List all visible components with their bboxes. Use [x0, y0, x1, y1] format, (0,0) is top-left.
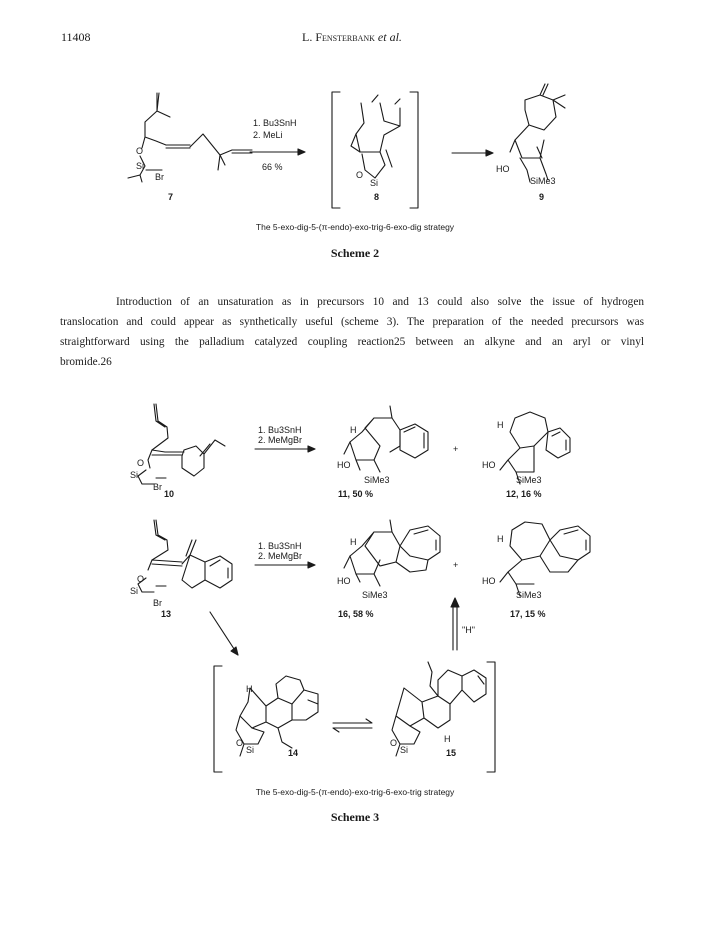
label-O-13: O [137, 574, 145, 584]
structure-16 [344, 520, 440, 586]
label-compound-16: 16, 58 % [338, 609, 374, 619]
label-Br-10: Br [153, 482, 162, 492]
label-Si-10: Si [130, 470, 139, 480]
label-Si-13: Si [130, 586, 139, 596]
label-Si-15: Si [400, 745, 409, 755]
label-Br-13: Br [153, 598, 162, 608]
structure-11 [344, 406, 428, 472]
label-Si-8: Si [370, 178, 379, 188]
s3-reagent-row2-1: 1. Bu3SnH [258, 541, 302, 551]
s3-reagent-row1-2: 2. MeMgBr [258, 435, 303, 445]
label-O-14: O [236, 738, 244, 748]
label-SiMe3-9: SiMe3 [530, 176, 556, 186]
label-compound-9: 9 [539, 192, 545, 202]
label-compound-8: 8 [374, 192, 380, 202]
label-SiMe3-17: SiMe3 [516, 590, 542, 600]
label-compound-15: 15 [446, 748, 457, 758]
label-HO-16: HO [337, 576, 351, 586]
label-O-10: O [137, 458, 145, 468]
label-Si-14: Si [246, 745, 255, 755]
s2-reagent-1: 1. Bu3SnH [253, 118, 297, 128]
label-H-12: H [497, 420, 504, 430]
label-compound-12: 12, 16 % [506, 489, 542, 499]
label-compound-10: 10 [164, 489, 175, 499]
paragraph-line-1: Introduction of an unsaturation as in precursors 10 and 13 could also solve the issue of hydrogen [116, 296, 644, 308]
bracket-right-15 [487, 662, 495, 772]
scheme2-caption: The 5-exo-dig-5-(π-endo)-exo-trig-6-exo-dig strategy [255, 222, 455, 232]
label-Si-7: Si [136, 161, 145, 171]
scheme2-title: Scheme 2 [330, 246, 380, 260]
label-H-transfer: "H" [462, 625, 475, 635]
scheme3-caption: The 5-exo-dig-5-(π-endo)-exo-trig-6-exo-trig strategy [255, 787, 455, 797]
running-title: L. Fensterbank et al. [302, 30, 402, 44]
label-compound-17: 17, 15 % [510, 609, 546, 619]
bracket-left-14 [214, 666, 222, 772]
label-H-17: H [497, 534, 504, 544]
paragraph-line-2: translocation and could appear as synthetically useful (scheme 3). The preparation of the needed precursors was [60, 316, 644, 328]
structure-8 [351, 95, 400, 178]
label-compound-13: 13 [161, 609, 172, 619]
label-HO-9: HO [496, 164, 510, 174]
structure-7 [128, 93, 252, 182]
label-HO-17: HO [482, 576, 496, 586]
arrow-15-to-16 [453, 604, 457, 650]
label-SiMe3-12: SiMe3 [516, 475, 542, 485]
label-H-14: H [246, 684, 253, 694]
label-H-16: H [350, 537, 357, 547]
structure-15 [392, 662, 486, 756]
label-compound-7: 7 [168, 192, 174, 202]
structure-10 [138, 404, 225, 484]
bracket-right-8 [410, 92, 418, 208]
s3-reagent-row1-1: 1. Bu3SnH [258, 425, 302, 435]
label-HO-12: HO [482, 460, 496, 470]
structure-13 [138, 520, 232, 592]
equilibrium-arrows [333, 719, 372, 732]
label-compound-11: 11, 50 % [338, 489, 374, 499]
s2-yield: 66 % [262, 162, 283, 172]
label-H-15: H [444, 734, 451, 744]
label-H-11: H [350, 425, 357, 435]
page-number: 11408 [61, 30, 91, 44]
body-paragraph [60, 292, 644, 372]
s3-reagent-row2-2: 2. MeMgBr [258, 551, 303, 561]
structure-17 [500, 522, 590, 596]
label-HO-11: HO [337, 460, 351, 470]
label-Br-7: Br [155, 172, 164, 182]
bracket-left-8 [332, 92, 340, 208]
structure-9 [510, 84, 565, 182]
scheme3-title: Scheme 3 [330, 810, 380, 824]
plus-sign-row1: + [453, 444, 459, 454]
label-SiMe3-11: SiMe3 [364, 475, 390, 485]
label-O-15: O [390, 738, 398, 748]
plus-sign-row2: + [453, 560, 459, 570]
paragraph-line-3: straightforward using the palladium catalyzed coupling reaction25 between an alkyne and an aryl or vinyl [60, 336, 644, 348]
s2-reagent-2: 2. MeLi [253, 130, 283, 140]
paragraph-line-4: bromide.26 [60, 356, 112, 368]
structure-12 [500, 412, 570, 484]
label-compound-14: 14 [288, 748, 299, 758]
label-SiMe3-16: SiMe3 [362, 590, 388, 600]
label-O-8: O [356, 170, 364, 180]
label-O-7: O [136, 146, 144, 156]
